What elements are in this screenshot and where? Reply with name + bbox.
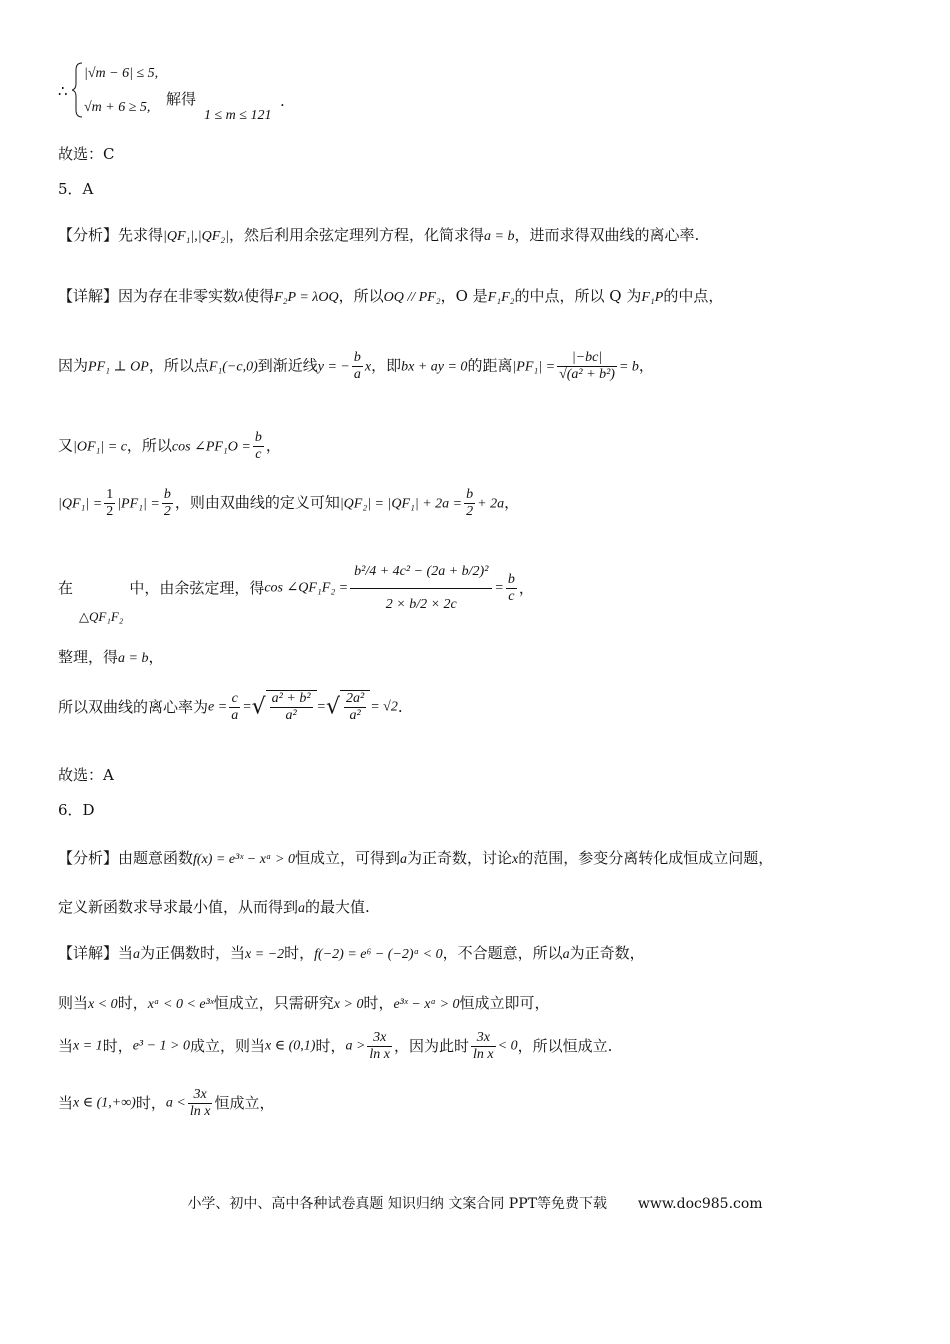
- math: a = b: [484, 229, 515, 244]
- math: |OF₁| = c: [73, 439, 127, 455]
- text: 的范围，参变分离转化成恒成立问题，: [518, 849, 774, 867]
- text: 则当: [58, 994, 89, 1012]
- text: ，进而求得双曲线的离心率.: [514, 226, 700, 244]
- analysis-label: 【分析】: [58, 226, 119, 244]
- footer-site-link[interactable]: www.doc985.com: [637, 1196, 763, 1212]
- math: F₁F₂: [487, 290, 515, 305]
- math: =: [242, 699, 252, 715]
- big-fraction: [350, 560, 492, 617]
- numerator: b: [507, 572, 515, 587]
- denominator: c: [253, 446, 264, 463]
- numerator: a² + b²: [271, 691, 311, 706]
- solve-period: .: [280, 92, 285, 110]
- math: x = 1: [73, 1038, 103, 1054]
- text: 整理，得: [58, 648, 119, 666]
- math: cos ∠PF₁O =: [171, 439, 251, 455]
- footer-text: 小学、初中、高中各种试卷真题 知识归纳 文案合同 PPT等免费下载: [187, 1196, 607, 1212]
- analysis-label: 【分析】: [58, 849, 119, 867]
- q6-heading: 6．D: [58, 801, 95, 819]
- denominator: a: [231, 708, 239, 724]
- math: F₁(−c,0): [208, 359, 258, 375]
- math: f(x) = e³ˣ − xᵃ > 0: [193, 852, 295, 867]
- math: e =: [208, 699, 228, 715]
- text: 先求得: [118, 226, 164, 244]
- q6-detail: [58, 946, 645, 962]
- choose-a: 故选：A: [58, 766, 114, 784]
- text: 中，由余弦定理，得: [129, 579, 265, 598]
- fraction: [344, 691, 366, 724]
- denominator: ln x: [189, 1104, 211, 1120]
- x-equals-1-line: [58, 1030, 612, 1063]
- text: ，: [148, 648, 164, 666]
- text: 成立，则当: [190, 1037, 266, 1056]
- text: 到渐近线: [257, 356, 318, 375]
- q5-heading: 5．A: [58, 180, 94, 198]
- text: 所以双曲线的离心率为: [58, 698, 209, 717]
- text: 因为: [58, 356, 89, 375]
- math: a: [133, 947, 141, 962]
- numerator: b: [353, 350, 361, 365]
- math: e³ˣ − xᵃ > 0: [393, 997, 460, 1012]
- math: y = −: [317, 359, 350, 375]
- fraction: [104, 487, 115, 520]
- denominator: ln x: [369, 1047, 391, 1063]
- text: 当: [58, 1037, 74, 1056]
- numerator: b: [466, 487, 474, 502]
- math: cos ∠QF₁F₂ =: [264, 580, 349, 596]
- qf-line: [58, 487, 519, 520]
- solve-word: 解得: [166, 90, 197, 108]
- math: a <: [165, 1095, 186, 1111]
- denominator: 2: [106, 504, 114, 520]
- math: x < 0: [88, 997, 118, 1012]
- math: x ∈ (1,+∞): [73, 1095, 136, 1111]
- text: ，: [518, 579, 534, 598]
- text: ，不合题意，所以: [442, 944, 563, 962]
- denominator: a²: [270, 707, 313, 724]
- math: |QF₂| = |QF₁| + 2a =: [339, 496, 463, 512]
- math: PF₁ ⊥ OP: [88, 359, 149, 375]
- denominator: a²: [344, 707, 366, 724]
- sqrt-body: [266, 690, 317, 724]
- math: F₁P: [641, 290, 664, 305]
- math: a = b: [118, 651, 149, 666]
- numerator: |−bc|: [571, 350, 603, 365]
- math: |PF₁| =: [117, 496, 160, 512]
- denominator: 2 × b/2 × 2c: [350, 588, 492, 617]
- text: ，: [265, 436, 281, 455]
- text: ，所以恒成立.: [517, 1037, 613, 1056]
- math: OQ // PF₂: [383, 290, 441, 305]
- text: 时，: [284, 944, 315, 962]
- fraction: [162, 487, 173, 520]
- text: 当: [58, 1094, 74, 1113]
- math: a: [399, 852, 407, 867]
- numerator: b: [254, 430, 262, 445]
- math: x: [364, 359, 372, 375]
- math: x > 0: [333, 997, 364, 1012]
- text: 因为存在非零实数: [118, 287, 239, 305]
- x-greater-1-line: [58, 1087, 274, 1120]
- math: x = −2: [245, 947, 285, 962]
- text: 使得: [244, 287, 275, 305]
- fraction: [229, 691, 240, 724]
- solve-result: 1 ≤ m ≤ 121: [204, 108, 272, 123]
- math: =: [494, 580, 504, 596]
- denominator: a: [353, 367, 361, 383]
- q6-analysis: [58, 851, 773, 867]
- math: e³ − 1 > 0: [132, 1038, 191, 1054]
- page-footer: [0, 1193, 950, 1213]
- math: = √2: [370, 699, 398, 715]
- fraction: [253, 430, 264, 463]
- numerator: b²/4 + 4c² − (2a + b/2)²: [354, 564, 489, 579]
- q6-analysis-cont: [58, 900, 370, 916]
- math: x: [512, 852, 519, 867]
- text: ，则由双曲线的定义可知: [174, 493, 340, 512]
- math: + 2a: [477, 496, 505, 512]
- system-eq-2: √m + 6 ≥ 5,: [84, 100, 151, 115]
- math: xᵃ < 0 < e³ˣ: [147, 997, 214, 1012]
- text: .: [397, 698, 403, 717]
- text: ，然后利用余弦定理列方程，化简求得: [228, 226, 484, 244]
- math: |QF₁|,|QF₂|: [163, 229, 229, 244]
- text: 为正奇数，讨论: [406, 849, 512, 867]
- fraction: [506, 572, 517, 605]
- text: 的最大值.: [305, 898, 370, 916]
- text: 由题意函数: [118, 849, 194, 867]
- choose-c: 故选：C: [58, 145, 115, 163]
- math: a >: [345, 1038, 366, 1054]
- math: f(−2) = e⁶ − (−2)ᵃ < 0: [314, 947, 443, 962]
- text: ，所以点: [148, 356, 209, 375]
- math: a: [562, 947, 570, 962]
- fraction: [464, 487, 475, 520]
- q5-analysis: [58, 228, 699, 244]
- detail-label: 【详解】: [58, 287, 119, 305]
- cosine-law-line: [58, 560, 534, 623]
- simplify-line: [58, 650, 163, 666]
- text: 的中点，: [663, 287, 724, 305]
- left-brace: [72, 62, 84, 118]
- text: 定义新函数求导求最小值，从而得到: [58, 898, 299, 916]
- numerator: 2a²: [346, 691, 365, 706]
- text: ，O 是: [440, 287, 488, 305]
- text: ，所以: [338, 287, 384, 305]
- text: ，所以: [126, 436, 172, 455]
- denominator: c: [506, 588, 517, 605]
- text: 恒成立即可，: [459, 994, 550, 1012]
- text: ，: [504, 493, 520, 512]
- fraction: [352, 350, 363, 383]
- math: x ∈ (0,1): [265, 1038, 316, 1054]
- detail-label: 【详解】: [58, 944, 119, 962]
- math: a: [298, 901, 306, 916]
- sqrt-body: [340, 690, 370, 724]
- math: λ: [238, 290, 245, 305]
- sqrt-sign: √: [325, 694, 340, 720]
- math: =: [316, 699, 326, 715]
- math: = b: [618, 359, 639, 375]
- math: |QF₁| =: [58, 496, 103, 512]
- text: 时，: [315, 1037, 346, 1056]
- text: 的距离: [467, 356, 513, 375]
- cos-line: [58, 430, 281, 463]
- denominator: √(a² + b²): [559, 367, 615, 383]
- text: 恒成立，: [214, 1094, 275, 1113]
- triangle-label: △QF₁F₂: [79, 608, 124, 624]
- fraction: [471, 1030, 496, 1063]
- fraction: [188, 1087, 213, 1120]
- numerator: 3x: [193, 1087, 207, 1102]
- numerator: 3x: [373, 1030, 387, 1045]
- text: 为正奇数，: [569, 944, 645, 962]
- math: |PF₁| =: [512, 359, 556, 375]
- text: ，即: [371, 356, 402, 375]
- fraction: [557, 350, 617, 383]
- denominator: ln x: [473, 1047, 494, 1063]
- numerator: 3x: [476, 1030, 490, 1045]
- therefore-symbol: ∴: [58, 82, 68, 100]
- text: 时，: [363, 994, 394, 1012]
- text: 当: [118, 944, 134, 962]
- math: bx + ay = 0: [401, 359, 468, 375]
- text: 在: [58, 579, 74, 598]
- negative-x-line: [58, 996, 550, 1012]
- numerator: b: [163, 487, 171, 502]
- text: 又: [58, 436, 74, 455]
- denominator: 2: [466, 504, 474, 520]
- system-eq-1: |√m − 6| ≤ 5,: [84, 66, 159, 81]
- math: F₂P = λOQ: [274, 290, 339, 305]
- text: ，因为此时: [394, 1037, 470, 1056]
- numerator: 1: [106, 487, 114, 502]
- eccentricity-line: [58, 690, 403, 724]
- text: 恒成立，只需研究: [213, 994, 334, 1012]
- text: ，: [638, 356, 654, 375]
- numerator: c: [231, 691, 238, 706]
- denominator: 2: [163, 504, 171, 520]
- distance-line: [58, 350, 654, 383]
- text: 恒成立，可得到: [294, 849, 400, 867]
- text: 的中点，所以 Q 为: [514, 287, 642, 305]
- text: 时，: [102, 1037, 133, 1056]
- sqrt-sign: √: [251, 694, 266, 720]
- fraction: [270, 691, 313, 724]
- fraction: [367, 1030, 392, 1063]
- text: 为正偶数时，当: [140, 944, 246, 962]
- text: 时，: [117, 994, 148, 1012]
- math: < 0: [497, 1038, 518, 1054]
- q5-detail: [58, 289, 723, 305]
- text: 时，: [135, 1094, 166, 1113]
